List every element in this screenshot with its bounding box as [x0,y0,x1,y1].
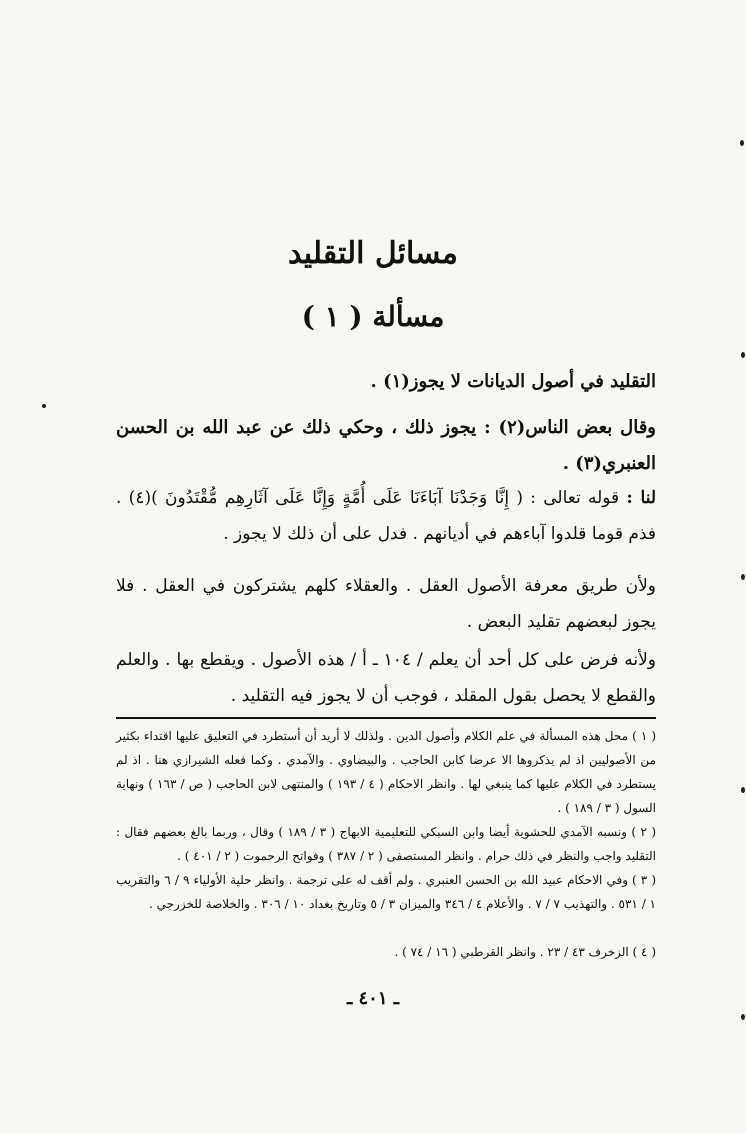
section-title: مسألة ( ١ ) [301,300,445,333]
footnote-4: ( ٤ ) الزخرف ٤٣ / ٢٣ . وانظر القرطبي ( ١٦ / ٧٤ ) . [394,945,656,959]
scan-speck [741,352,745,358]
paragraph-1: التقليد في أصول الديانات لا يجوز(١) . [370,371,656,392]
scan-speck [741,574,745,580]
footnote-separator [116,717,656,719]
paragraph-3-text: قوله تعالى : ( إِنَّا وَجَدْنَا آبَاءَنَا عَلَى أُمَّةٍ وَإِنَّا عَلَى آثَارِهِم مُّقْتَدُونَ )(٤) . فذم قوما قلدوا آباءهم في أديانهم . فدل على أن ذلك لا يجوز . [116,488,656,544]
scan-speck [740,140,744,146]
paragraph-3 [116,480,656,552]
paragraph-5: ولأنه فرض على كل أحد أن يعلم / ١٠٤ ـ أ / هذه الأصول . ويقطع بها . والعلم والقطع لا يحصل بقول المقلد ، فوجب أن لا يجوز فيه التقليد . [116,650,656,706]
paragraph-2: وقال بعض الناس(٢) : يجوز ذلك ، وحكي ذلك عن عبد الله بن الحسن العنبري(٣) . [116,417,656,474]
paragraph-4: ولأن طريق معرفة الأصول العقل . والعقلاء كلهم يشتركون في العقل . فلا يجوز لبعضهم تقليد البعض . [116,576,656,632]
footnote-1: ( ١ ) محل هذه المسألة في علم الكلام وأصول الدين . ولذلك لا أريد أن أستطرد في التعليق عليها اقتداء بكثير من الأصوليين اذ لم يذكروها الا عرضا كابن الحاجب . والبيضاوي . والآمدي . وكما فعله الشيرازي هنا . اذ لم يستطرد في الكلام عليها كما ينبغي لها . وانظر الاحكام ( ٤ / ١٩٣ ) والمنتهى لابن الحاجب ( ص / ١٦٣ ) ونهاية السول ( ٣ / ١٨٩ ) . [116,729,657,815]
chapter-title: مسائل التقليد [288,236,458,271]
page-number: ـ ٤٠١ ـ [346,988,400,1009]
footnote-2: ( ٢ ) ونسبه الآمدي للحشوية أيضا وابن السبكي للتعليمية الابهاج ( ٣ / ١٨٩ ) وقال ، وربما بالغ بعضهم فقال : التقليد واجب والنظر في ذلك حرام . وانظر المستصفى ( ٢ / ٣٨٧ ) وفواتح الرحموت ( ٢ / ٤٠١ ) . [116,825,657,863]
footnote-3: ( ٣ ) وفي الاحكام عبيد الله بن الحسن العنبري . ولم أقف له على ترجمة . وانظر حلية الأولياء ٩ / ٦ والتقريب ١ / ٥٣١ . والتهذيب ٧ / ٧ . والأعلام ٤ / ٣٤٦ والميزان ٣ / ٥ وتاريخ بغداد ١٠ / ٣٠٦ . والخلاصة للخزرجي . [116,873,656,911]
scan-speck [42,404,46,408]
scan-speck [741,1014,745,1020]
scan-speck [741,787,745,793]
lana-label: لنا : [626,488,656,508]
